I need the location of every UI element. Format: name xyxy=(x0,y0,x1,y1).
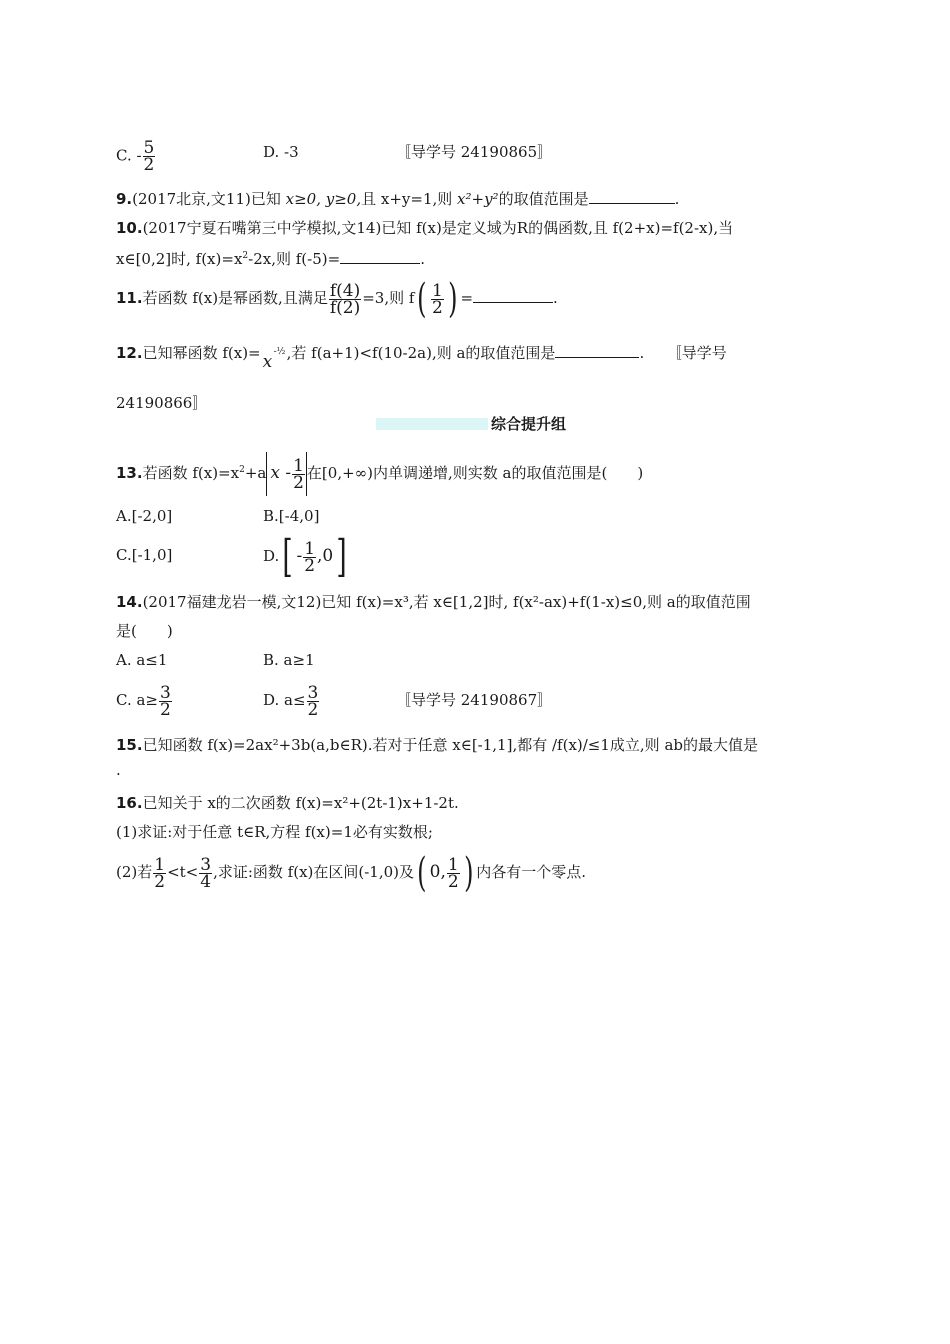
q12-text: 12.已知幂函数 f(x)= x -½ ,若 f(a+1)<f(10-2a),则 a的取值范围是 . 〚导学号 xyxy=(116,338,727,363)
q14-line-1: 14.(2017福建龙岩一模,文12)已知 f(x)=x³,若 x∈[1,2]时, f(x²-ax)+f(1-x)≤0,则 a的取值范围 xyxy=(116,593,751,611)
q16-fraction-half: $\frac{1}{2}$ xyxy=(154,854,166,892)
q12-ref-number: 〚导学号 xyxy=(674,344,727,362)
q16-fraction-three-quarters: $\frac{3}{4}$ xyxy=(200,854,212,892)
q15-line-2: . xyxy=(116,761,121,779)
q14-option-b: B. a≥1 xyxy=(263,651,315,669)
q14-line-2: 是( ) xyxy=(116,622,173,640)
q13-option-b: B.[-4,0] xyxy=(263,507,320,525)
q12-power-expression: x -½ xyxy=(262,347,286,372)
q11-half-fraction: $\frac{1}{2}$ xyxy=(432,280,443,318)
q13-text: 13.若函数 $f(x)=x^2+a$ x - $\frac{1}{2}$ 在[0,+∞)内单调递增,则实数 a的取值范围是( ) xyxy=(116,446,643,497)
q8-ref-number: 〚导学号 24190865〛 xyxy=(396,143,553,161)
q9-answer-blank[interactable] xyxy=(589,189,675,204)
q16-line-1: 16.已知关于 x的二次函数 f(x)=x²+(2t-1)x+1-2t. xyxy=(116,794,459,812)
q11-ratio-fraction: $\frac{f(4)}{f(2)}$ xyxy=(329,280,361,318)
q16-interval-fraction: $\frac{1}{2}$ xyxy=(447,854,459,892)
q8-option-d: D. -3 xyxy=(263,143,299,161)
q14-option-d-fraction: $\frac{3}{2}$ xyxy=(307,682,319,720)
q14-option-a: A. a≤1 xyxy=(116,651,168,669)
section-title: 综合提升组 xyxy=(491,415,567,433)
q14-ref-number: 〚导学号 24190867〛 xyxy=(396,691,553,709)
section-highlight xyxy=(376,418,488,430)
q14-option-d: D. a≤ $\frac{3}{2}$ xyxy=(263,682,319,720)
q8-option-c-fraction: $\frac{5}{2}$ xyxy=(143,138,155,175)
q10-answer-blank[interactable] xyxy=(340,249,420,264)
q13-option-d-fraction: $\frac{1}{2}$ xyxy=(304,538,316,576)
q15-line-1: 15.已知函数 f(x)=2ax²+3b(a,b∈R).若对于任意 x∈[-1,1],都有 /f(x)/≤1成立,则 ab的最大值是 xyxy=(116,736,758,754)
q14-option-c-fraction: $\frac{3}{2}$ xyxy=(160,682,171,720)
q8-option-c: C. - $\frac{5}{2}$ xyxy=(116,138,155,175)
q16-part-2: (2)若 $\frac{1}{2}$ <t< $\frac{3}{4}$ ,求证:函数 f(x)在区间(-1,0)及( 0, $\frac{1}{2}$ ) 内各有一个零点. xyxy=(116,850,587,896)
q9-text: 9.(2017北京,文11)已知 x≥0, y≥0,且 x+y=1,则 x²+y²的取值范围是 . xyxy=(116,190,680,208)
q13-half-fraction: $\frac{1}{2}$ xyxy=(293,455,304,493)
q10-line-2: x∈[0,2]时, $f(x)=x^2-2x$,则 f(-5)= . xyxy=(116,250,425,268)
q14-option-c: C. a≥ $\frac{3}{2}$ xyxy=(116,682,171,720)
q12-ref-number-cont: 24190866〛 xyxy=(116,394,208,412)
q13-option-d: D.[ - $\frac{1}{2}$ ,0] xyxy=(263,531,347,582)
q12-answer-blank[interactable] xyxy=(555,343,639,358)
q10-line-1: 10.(2017宁夏石嘴第三中学模拟,文14)已知 f(x)是定义域为R的偶函数,且 f(2+x)=f(2-x),当 xyxy=(116,219,734,237)
q16-part-1: (1)求证:对于任意 t∈R,方程 f(x)=1必有实数根; xyxy=(116,823,433,841)
q11-text: 11.若函数 f(x)是幂函数,且满足 $\frac{f(4)}{f(2)}$ =3,则 f( $\frac{1}{2}$ ) = . xyxy=(116,276,558,322)
q13-option-a: A.[-2,0] xyxy=(116,507,173,525)
q13-option-c: C.[-1,0] xyxy=(116,546,173,564)
q11-answer-blank[interactable] xyxy=(473,288,553,303)
